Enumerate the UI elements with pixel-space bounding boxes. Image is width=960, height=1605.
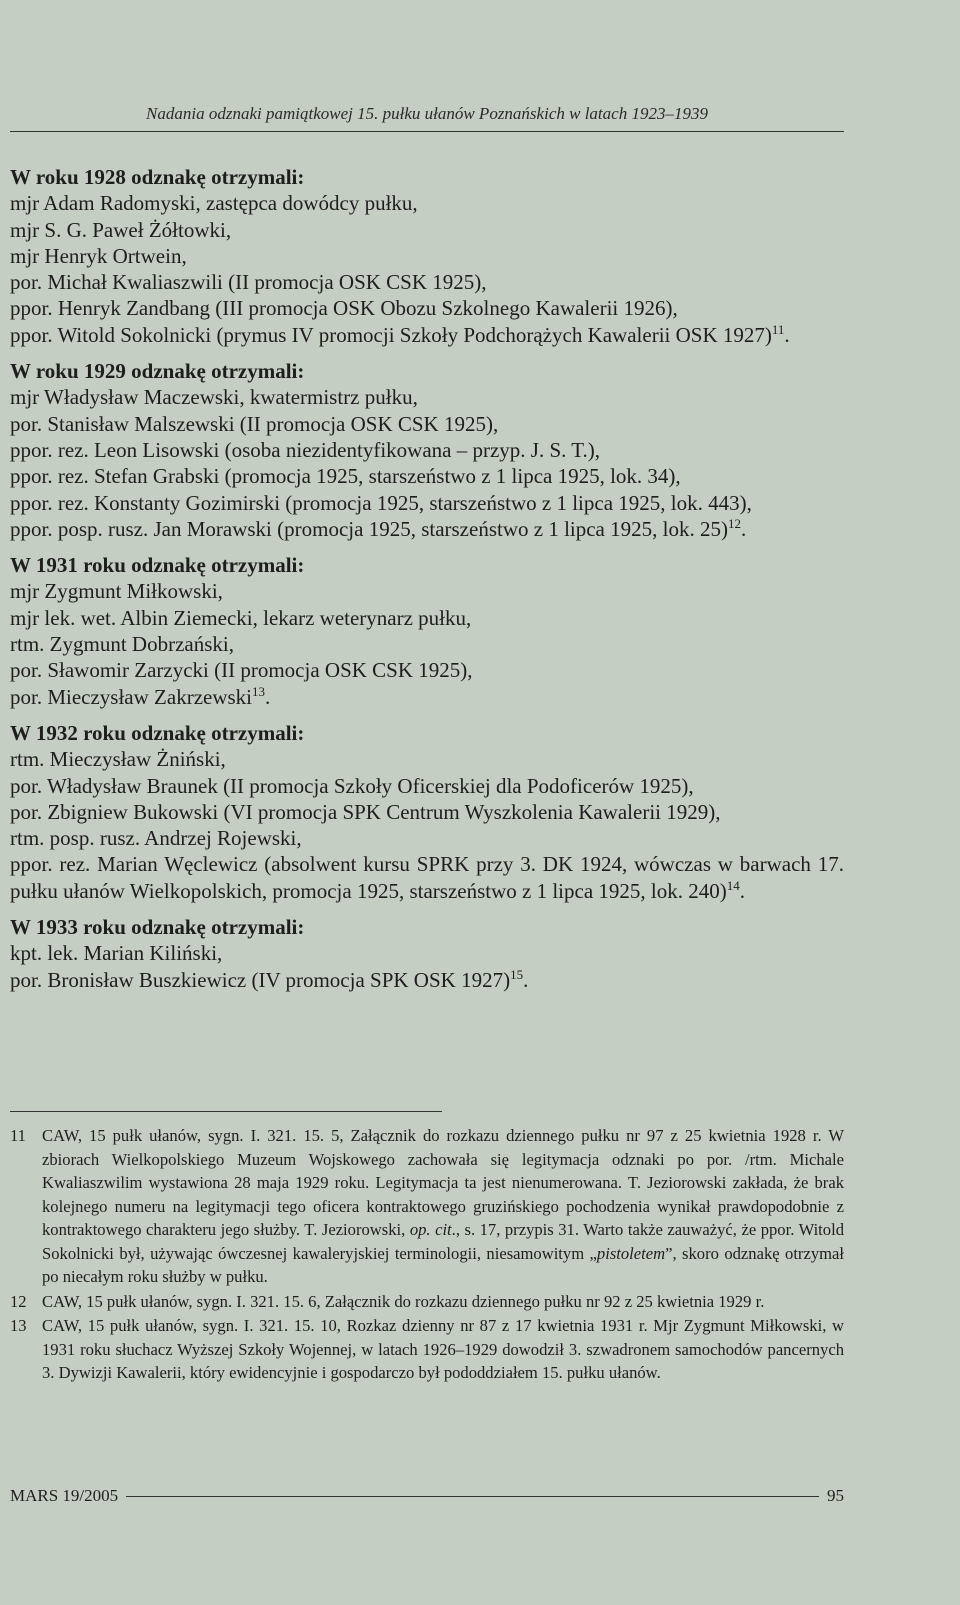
list-item: rtm. Mieczysław Żniński,	[10, 747, 226, 772]
footnote-number: 13	[10, 1316, 27, 1335]
footnote-ref[interactable]: 14	[726, 877, 740, 893]
list-item: mjr Adam Radomyski, zastępca dowódcy pułku,	[10, 191, 418, 216]
list-item: mjr Zygmunt Miłkowski,	[10, 579, 223, 604]
list-item: rtm. Zygmunt Dobrzański,	[10, 632, 234, 657]
list-item: mjr lek. wet. Albin Ziemecki, lekarz weterynarz pułku,	[10, 605, 472, 630]
footnote-text: CAW, 15 pułk ułanów, sygn. I. 321. 15. 6, Załącznik do rozkazu dziennego pułku nr 92 z 25 kwietnia 1929 r.	[42, 1291, 765, 1311]
list-item: por. Stanisław Malszewski (II promocja OSK CSK 1925),	[10, 411, 499, 436]
list-item: ppor. rez. Konstanty Gozimirski (promocja 1925, starszeństwo z 1 lipca 1925, lok. 443),	[10, 490, 752, 515]
list-item: por. Bronisław Buszkiewicz (IV promocja SPK OSK 1927)$^{15}$.	[10, 966, 529, 992]
list-item: ppor. rez. Leon Lisowski (osoba niezidentyfikowana – przyp. J. S. T.),	[10, 437, 601, 462]
list-item: por. Michał Kwaliaszwili (II promocja OSK CSK 1925),	[10, 270, 487, 295]
section-1932	[10, 720, 844, 904]
list-item: por. Mieczysław Zakrzewski$^{13}$.	[10, 683, 271, 709]
list-item: mjr Henryk Ortwein,	[10, 243, 187, 268]
section-1929	[10, 358, 844, 542]
footnote-number: 12	[10, 1291, 27, 1311]
footnote-text: CAW, 15 pułk ułanów, sygn. I. 321. 15. 10, Rozkaz dzienny nr 87 z 17 kwietnia 1931 r. Mjr Zygmunt Miłkowski, w 1931 roku słuchacz Wyższej Szkoły Wojennej, w latach 1926–1929 dowodził 3. szwadronem samochodów pancernych 3. Dywizji Kawalerii, który ewidencyjnie i gospodarczo był pododdziałem 15. pułku ułanów.	[42, 1316, 844, 1382]
list-item: mjr S. G. Paweł Żółtowki,	[10, 217, 232, 242]
footnote-ref[interactable]: 15	[510, 966, 524, 982]
footnote-number: 11	[10, 1126, 26, 1145]
list-item: rtm. posp. rusz. Andrzej Rojewski,	[10, 826, 302, 851]
footnote-11	[10, 1124, 844, 1289]
list-item: por. Sławomir Zarzycki (II promocja OSK CSK 1925),	[10, 658, 473, 683]
page-footer	[10, 1486, 844, 1506]
main-text	[10, 164, 844, 1003]
footnote-ref[interactable]: 13	[252, 683, 266, 699]
list-item: por. Zbigniew Bukowski (VI promocja SPK Centrum Wyszkolenia Kawalerii 1929),	[10, 799, 721, 824]
section-heading: W roku 1928 odznakę otrzymali:	[10, 165, 305, 189]
footnote-13	[10, 1314, 844, 1385]
header-rule	[10, 131, 844, 132]
list-item: por. Władysław Braunek (II promocja Szkoły Oficerskiej dla Podoficerów 1925),	[10, 773, 694, 798]
running-header: Nadania odznaki pamiątkowej 15. pułku ułanów Poznańskich w latach 1923–1939	[146, 104, 708, 123]
section-heading: W 1933 roku odznakę otrzymali:	[10, 915, 305, 940]
list-item: ppor. Witold Sokolnicki (prymus IV promocji Szkoły Podchorążych Kawalerii OSK 1927)$^{11}$.	[10, 321, 790, 347]
page-number: 95	[827, 1486, 844, 1505]
section-1933	[10, 914, 844, 993]
list-item: ppor. Henryk Zandbang (III promocja OSK Obozu Szkolnego Kawalerii 1926),	[10, 296, 678, 321]
document-page	[10, 0, 844, 1605]
section-heading: W 1931 roku odznakę otrzymali:	[10, 553, 305, 578]
section-1928	[10, 164, 844, 348]
section-heading: W 1932 roku odznakę otrzymali:	[10, 720, 305, 745]
footnote-ref[interactable]: 11	[771, 321, 785, 337]
footnote-ref[interactable]: 12	[727, 515, 741, 531]
footer-rule	[126, 1496, 819, 1497]
journal-issue: MARS 19/2005	[10, 1486, 119, 1505]
list-item: ppor. rez. Marian Węclewicz (absolwent kursu SPRK przy 3. DK 1924, wówczas w barwach 17. pułku ułanów Wielkopolskich, promocja 1925, starszeństwo z 1 lipca 1925, lok. 240)$^{14}$.	[10, 852, 844, 903]
list-item: kpt. lek. Marian Kiliński,	[10, 941, 223, 966]
footnote-rule	[10, 1111, 442, 1112]
section-heading: W roku 1929 odznakę otrzymali:	[10, 359, 305, 384]
footnote-text: CAW, 15 pułk ułanów, sygn. I. 321. 15. 5, Załącznik do rozkazu dziennego pułku nr 97 z 25 kwietnia 1928 r. W zbiorach Wielkopolskiego Muzeum Wojskowego zachowała się legitymacja odznaki po por. /rtm. Michale Kwaliaszwilim wystawiona 28 maja 1929 roku. Legitymacja ta jest nienumerowana. T. Jeziorowski zakłada, że brak kolejnego numeru na legitymacji tego oficera kontraktowego gruzińskiego pochodzenia wynikał prawdopodobnie z kontraktowego charakteru jego służby. T. Jeziorowski, op. cit., s. 17, przypis 31. Warto także zauważyć, że ppor. Witold Sokolnicki był, używając ówczesnej kawaleryjskiej terminologii, niesamowitym „pistoletem”, skoro odznakę otrzymał po niecałym roku służby w pułku.	[42, 1126, 845, 1286]
list-item: mjr Władysław Maczewski, kwatermistrz pułku,	[10, 385, 418, 410]
footnote-12	[10, 1290, 844, 1314]
section-1931	[10, 552, 844, 710]
list-item: ppor. rez. Stefan Grabski (promocja 1925, starszeństwo z 1 lipca 1925, lok. 34),	[10, 464, 681, 489]
footnotes	[10, 1124, 844, 1386]
list-item: ppor. posp. rusz. Jan Morawski (promocja 1925, starszeństwo z 1 lipca 1925, lok. 25)$^{12}$.	[10, 515, 747, 541]
